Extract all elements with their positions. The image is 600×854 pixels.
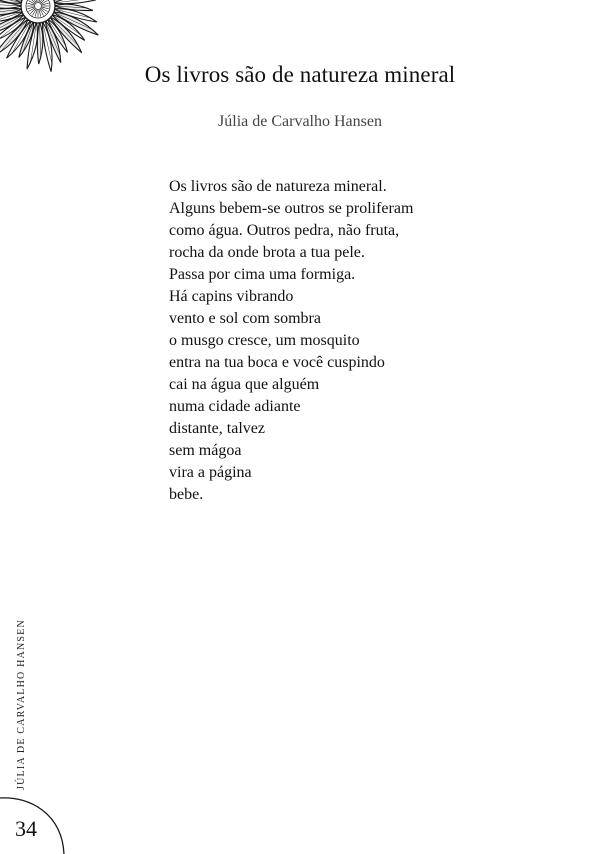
poem-line: entra na tua boca e você cuspindo	[169, 354, 385, 371]
poem-line: Há capins vibrando	[169, 288, 294, 305]
poem-line: vento e sol com sombra	[169, 310, 321, 327]
running-head: JÚLIA DE CARVALHO HANSEN	[16, 619, 27, 790]
poem-line: o musgo cresce, um mosquito	[169, 332, 360, 349]
poem-line: sem mágoa	[169, 442, 242, 459]
poem-line: cai na água que alguém	[169, 376, 320, 393]
poem-body	[169, 176, 549, 506]
poem-line: como água. Outros pedra, não fruta,	[169, 222, 400, 239]
poem-line: Alguns bebem-se outros se proliferam	[169, 200, 414, 217]
poem-line: bebe.	[169, 486, 204, 503]
poem-title: Os livros são de natureza mineral	[144, 62, 456, 87]
flower-illustration-icon	[0, 0, 110, 110]
poem-line: distante, talvez	[169, 420, 265, 437]
page-number: 34	[15, 816, 37, 841]
poem-line: vira a página	[169, 464, 252, 481]
poem-line: rocha da onde brota a tua pele.	[169, 244, 365, 261]
poem-line: Os livros são de natureza mineral.	[169, 178, 387, 195]
poem-line: Passa por cima uma formiga.	[169, 266, 356, 283]
poem-author: Júlia de Carvalho Hansen	[218, 113, 382, 130]
poem-line: numa cidade adiante	[169, 398, 301, 415]
